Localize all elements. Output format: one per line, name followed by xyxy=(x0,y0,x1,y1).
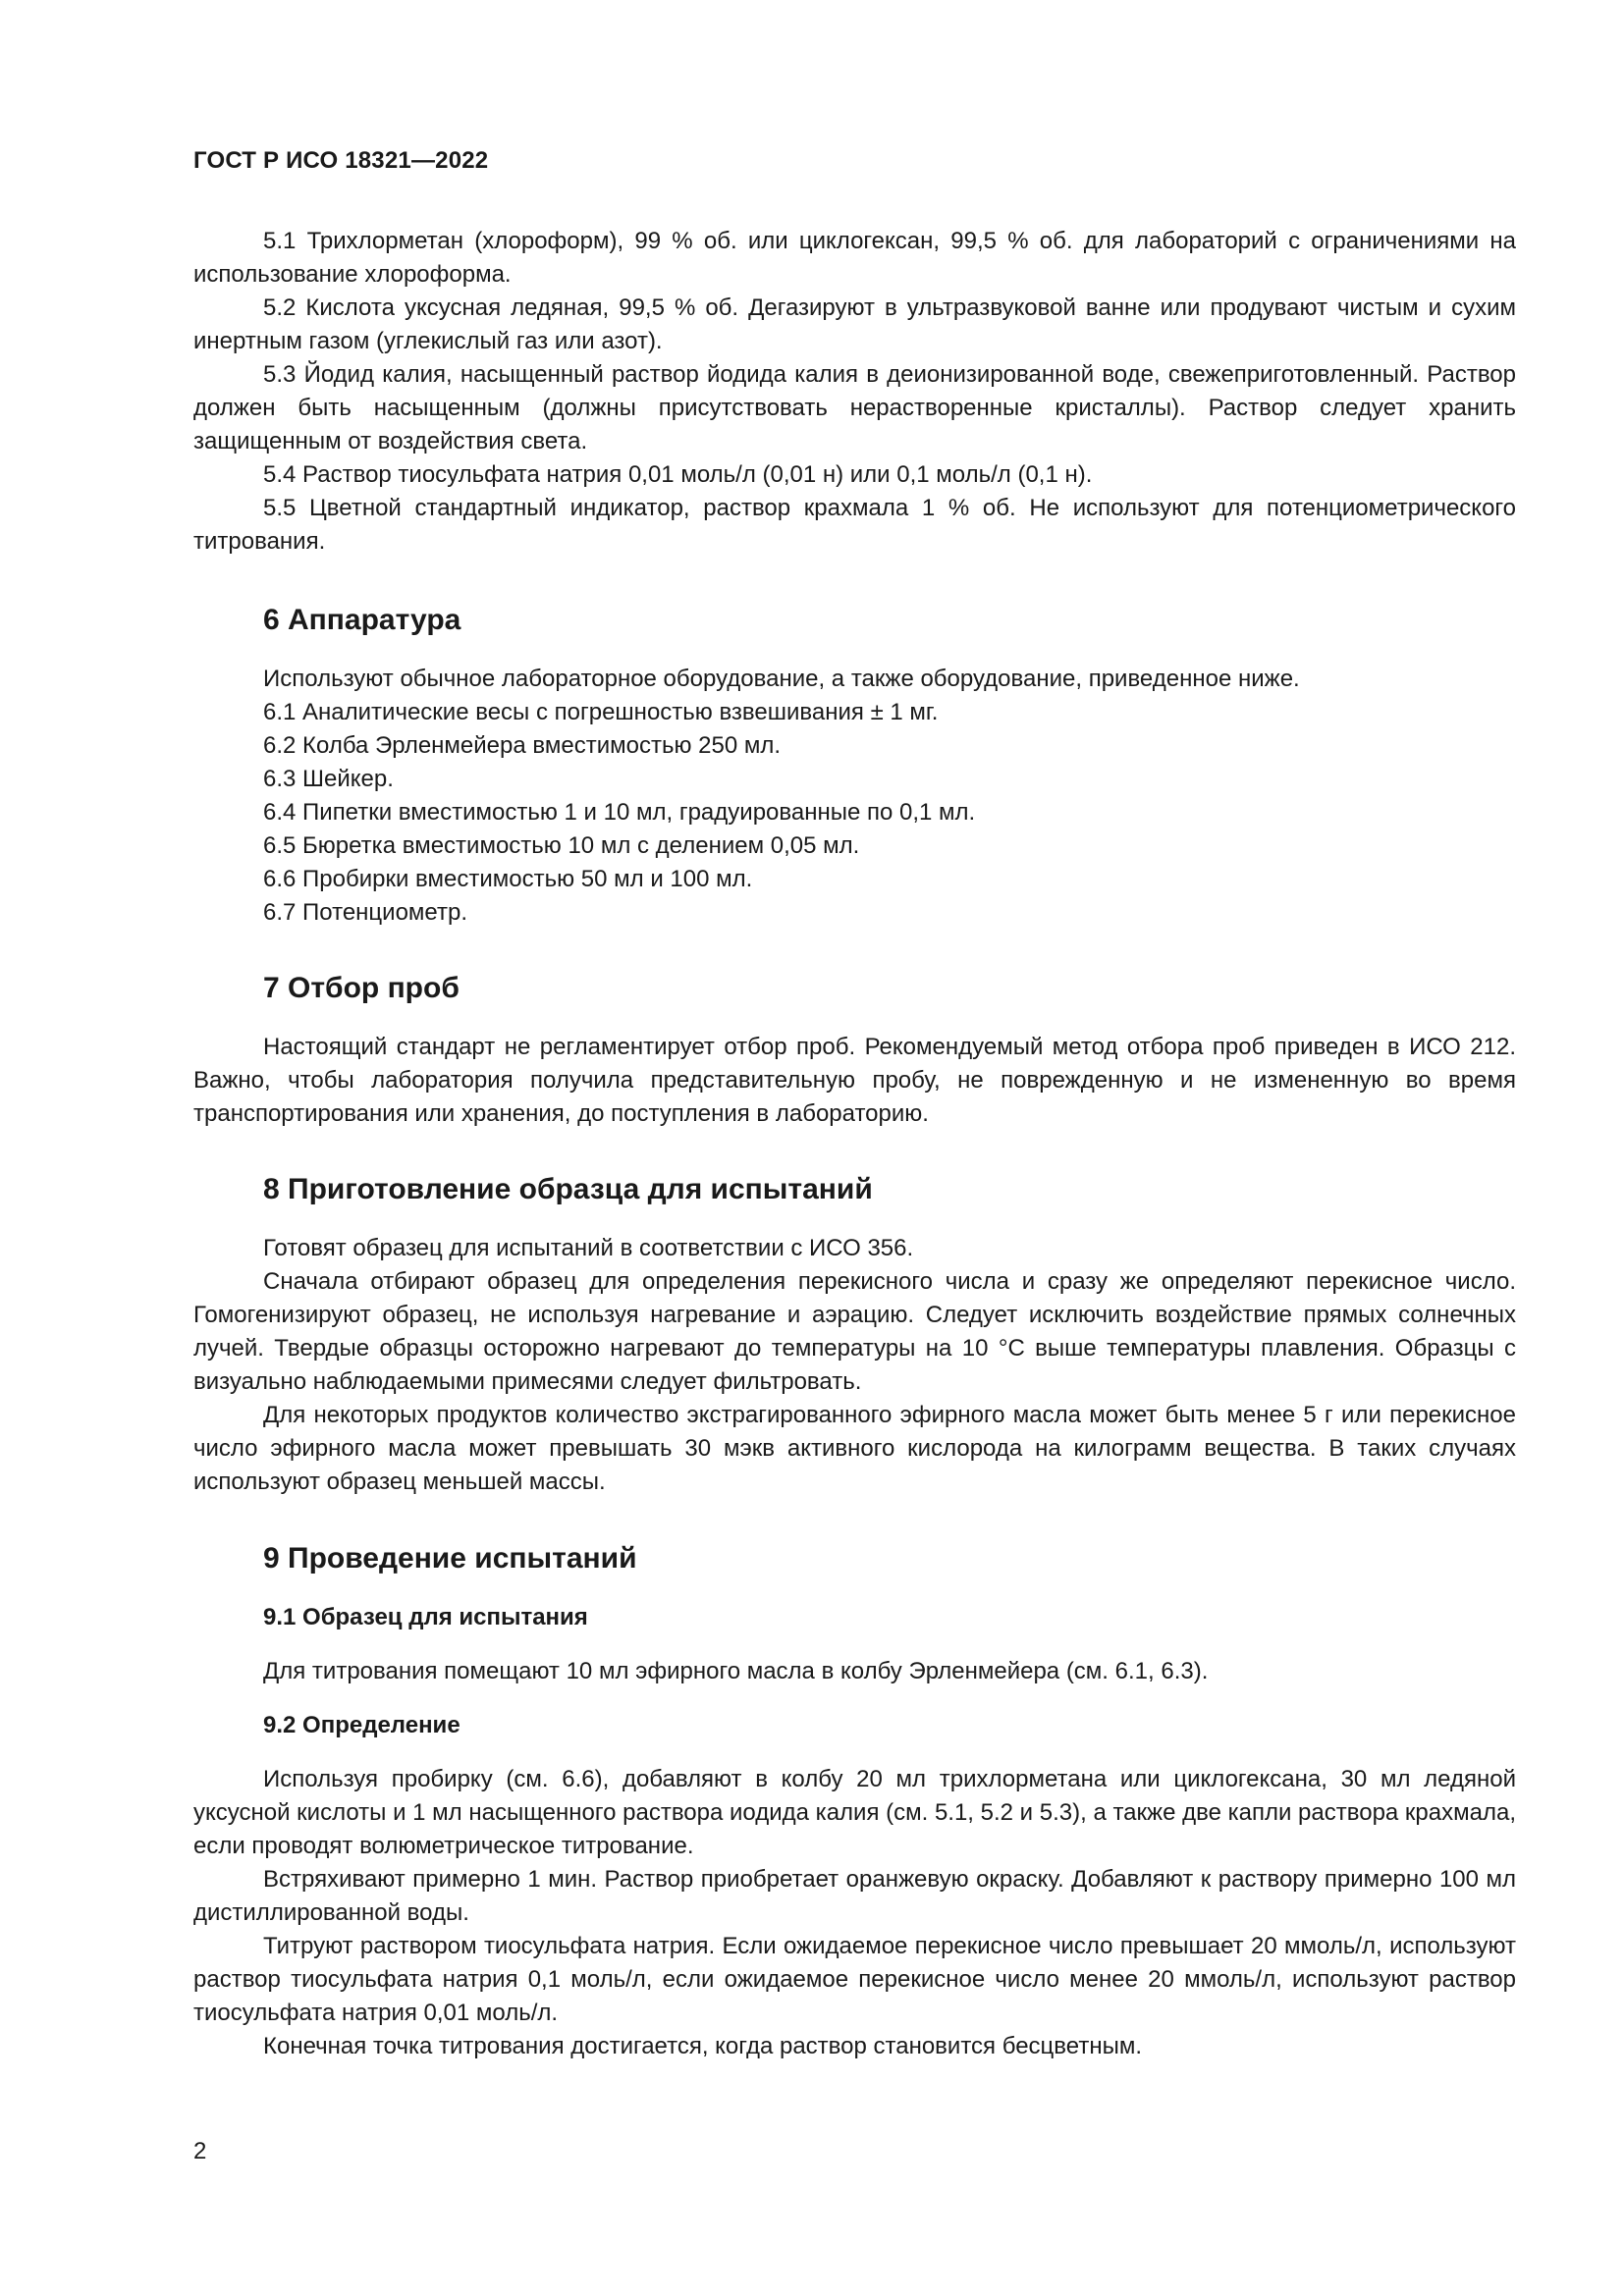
apparatus-6-3: 6.3 Шейкер. xyxy=(263,766,394,792)
reagent-5-1: 5.1 Трихлорметан (хлороформ), 99 % об. или циклогексан, 99,5 % об. для лабораторий с ограничениями на использование хлороформа. xyxy=(193,228,1516,288)
subsection-9-1-title: 9.1 Образец для испытания xyxy=(263,1604,588,1630)
reagent-5-2: 5.2 Кислота уксусная ледяная, 99,5 % об. Дегазируют в ультразвуковой ванне или продувают чистым и сухим инертным газом (углекислый газ или азот). xyxy=(193,294,1516,354)
section-5-reagents xyxy=(193,225,1516,559)
section-9-2-determination xyxy=(193,1763,1516,2063)
reagent-5-5: 5.5 Цветной стандартный индикатор, раствор крахмала 1 % об. Не используют для потенциометрического титрования. xyxy=(193,495,1516,555)
apparatus-6-4: 6.4 Пипетки вместимостью 1 и 10 мл, градуированные по 0,1 мл. xyxy=(263,799,976,826)
apparatus-6-7: 6.7 Потенциометр. xyxy=(263,899,467,926)
apparatus-6-2: 6.2 Колба Эрленмейера вместимостью 250 мл. xyxy=(263,732,782,759)
preparation-paragraph-1: Готовят образец для испытаний в соответствии с ИСО 356. xyxy=(263,1235,914,1261)
sampling-paragraph: Настоящий стандарт не регламентирует отбор проб. Рекомендуемый метод отбора проб приведен в ИСО 212. Важно, чтобы лаборатория получила представительную пробу, не поврежденную и не измененную во время транспортирования или хранения, до поступления в лабораторию. xyxy=(193,1034,1516,1127)
section-7-title: 7 Отбор проб xyxy=(263,972,460,1004)
page-number: 2 xyxy=(193,2138,207,2164)
document-header: ГОСТ Р ИСО 18321—2022 xyxy=(193,147,489,174)
section-8-title: 8 Приготовление образца для испытаний xyxy=(263,1173,873,1205)
reagent-5-3: 5.3 Йодид калия, насыщенный раствор йодида калия в деионизированной воде, свежеприготовленный. Раствор должен быть насыщенным (должны присутствовать нерастворенные кристаллы). Раствор следует хранить защищенным от воздействия света. xyxy=(193,361,1516,454)
preparation-paragraph-3: Для некоторых продуктов количество экстрагированного эфирного масла может быть менее 5 г или перекисное число эфирного масла может превышать 30 мэкв активного кислорода на килограмм вещества. В таких случаях используют образец меньшей массы. xyxy=(193,1402,1516,1495)
preparation-paragraph-2: Сначала отбирают образец для определения перекисного числа и сразу же определяют перекисное число. Гомогенизируют образец, не используя нагревание и аэрацию. Следует исключить воздействие прямых солнечных лучей. Твердые образцы осторожно нагревают до температуры на 10 °C выше температуры плавления. Образцы с визуально наблюдаемыми примесями следует фильтровать. xyxy=(193,1268,1516,1395)
determination-paragraph-1: Используя пробирку (см. 6.6), добавляют в колбу 20 мл трихлорметана или циклогексана, 30 мл ледяной уксусной кислоты и 1 мл насыщенного раствора иодида калия (см. 5.1, 5.2 и 5.3), а также две капли раствора крахмала, если проводят волюметрическое титрование. xyxy=(193,1766,1516,1859)
apparatus-6-6: 6.6 Пробирки вместимостью 50 мл и 100 мл. xyxy=(263,866,753,892)
section-6-apparatus xyxy=(193,663,1516,930)
apparatus-intro: Используют обычное лабораторное оборудование, а также оборудование, приведенное ниже. xyxy=(263,666,1300,692)
determination-paragraph-3: Титруют раствором тиосульфата натрия. Если ожидаемое перекисное число превышает 20 ммоль/л, используют раствор тиосульфата натрия 0,1 моль/л, если ожидаемое перекисное число менее 20 ммоль/л, используют раствор тиосульфата натрия 0,01 моль/л. xyxy=(193,1933,1516,2026)
test-sample-paragraph: Для титрования помещают 10 мл эфирного масла в колбу Эрленмейера (см. 6.1, 6.3). xyxy=(263,1658,1209,1684)
apparatus-6-1: 6.1 Аналитические весы с погрешностью взвешивания ± 1 мг. xyxy=(263,699,939,725)
section-9-title: 9 Проведение испытаний xyxy=(263,1542,637,1575)
apparatus-6-5: 6.5 Бюретка вместимостью 10 мл с делением 0,05 мл. xyxy=(263,832,860,859)
determination-paragraph-2: Встряхивают примерно 1 мин. Раствор приобретает оранжевую окраску. Добавляют к раствору примерно 100 мл дистиллированной воды. xyxy=(193,1866,1516,1926)
reagent-5-4: 5.4 Раствор тиосульфата натрия 0,01 моль/л (0,01 н) или 0,1 моль/л (0,1 н). xyxy=(263,461,1093,488)
determination-paragraph-4: Конечная точка титрования достигается, когда раствор становится бесцветным. xyxy=(263,2033,1142,2059)
section-6-title: 6 Аппаратура xyxy=(263,604,461,636)
document-page xyxy=(193,147,1516,2063)
subsection-9-2-title: 9.2 Определение xyxy=(263,1712,460,1738)
section-8-preparation xyxy=(193,1232,1516,1499)
